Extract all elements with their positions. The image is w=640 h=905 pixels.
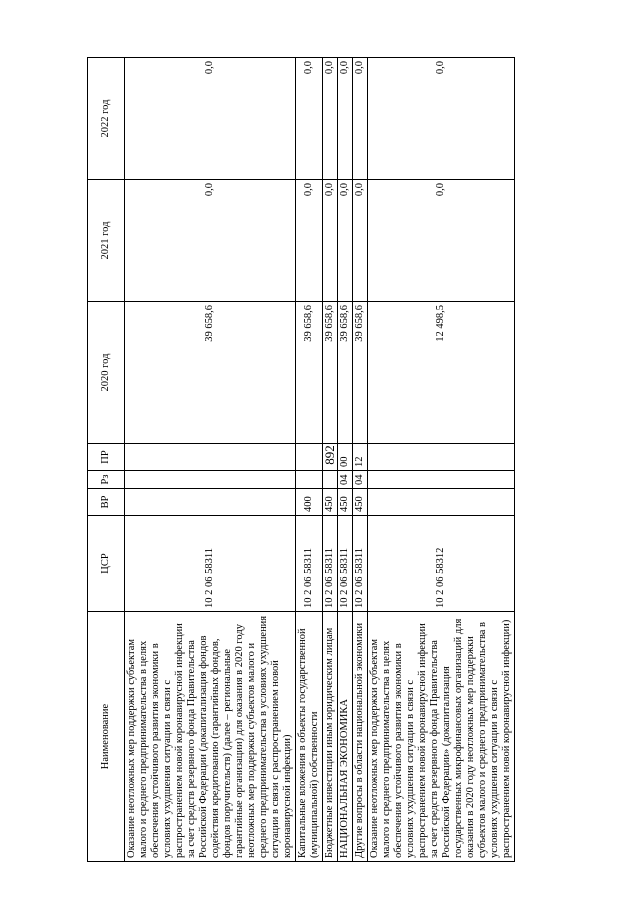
header-rz: Рз <box>88 471 125 489</box>
page-number: 892 <box>322 445 337 465</box>
table-row <box>296 58 323 862</box>
table-row <box>368 58 515 862</box>
row-value-2021: 0,0 <box>353 180 368 302</box>
row-csr: 10 2 06 58311 <box>296 516 323 612</box>
header-vr: ВР <box>88 489 125 516</box>
row-value-2021: 0,0 <box>323 180 338 302</box>
row-name: Другие вопросы в области национальной экономики <box>353 612 368 862</box>
table-header-row <box>88 58 125 862</box>
row-value-2021: 0,0 <box>296 180 323 302</box>
header-year-2021: 2021 год <box>88 180 125 302</box>
row-value-2020: 12 498,5 <box>368 302 515 444</box>
row-vr <box>125 489 296 516</box>
row-vr: 450 <box>323 489 338 516</box>
header-year-2022: 2022 год <box>88 58 125 180</box>
row-value-2022: 0,0 <box>353 58 368 180</box>
table-row <box>338 58 353 862</box>
row-vr: 400 <box>296 489 323 516</box>
row-value-2020: 39 658,6 <box>338 302 353 444</box>
row-value-2022: 0,0 <box>338 58 353 180</box>
row-value-2020: 39 658,6 <box>296 302 323 444</box>
budget-table <box>87 57 515 862</box>
header-pr: ПР <box>88 444 125 471</box>
row-csr: 10 2 06 58311 <box>323 516 338 612</box>
row-csr: 10 2 06 58311 <box>125 516 296 612</box>
row-value-2022: 0,0 <box>323 58 338 180</box>
row-value-2022: 0,0 <box>368 58 515 180</box>
row-name: НАЦИОНАЛЬНАЯ ЭКОНОМИКА <box>338 612 353 862</box>
table-row <box>125 58 296 862</box>
header-year-2020: 2020 год <box>88 302 125 444</box>
row-rz: 04 <box>353 471 368 489</box>
row-pr <box>323 444 338 471</box>
row-rz <box>125 471 296 489</box>
row-value-2020: 39 658,6 <box>323 302 338 444</box>
row-csr: 10 2 06 58311 <box>338 516 353 612</box>
row-value-2022: 0,0 <box>296 58 323 180</box>
row-csr: 10 2 06 58312 <box>368 516 515 612</box>
row-value-2021: 0,0 <box>125 180 296 302</box>
header-name: Наименование <box>88 612 125 862</box>
row-rz <box>368 471 515 489</box>
row-pr: 12 <box>353 444 368 471</box>
row-name: Капитальные вложения в объекты государственной (муниципальной) собственности <box>296 612 323 862</box>
row-vr <box>368 489 515 516</box>
row-rz <box>296 471 323 489</box>
row-value-2020: 39 658,6 <box>125 302 296 444</box>
row-rz <box>323 471 338 489</box>
row-rz: 04 <box>338 471 353 489</box>
row-name: Бюджетные инвестиции иным юридическим лицам <box>323 612 338 862</box>
row-name: Оказание неотложных мер поддержки субъектам малого и среднего предпринимательства в целях обеспечения устойчивого развития экономики в условиях ухудшения ситуации в связи с распространением новой коронавирусной инфекции за счет средств резервного фонда Правительства Российской Федерации» (докапитализация государственных микрофинансовых организаций для оказания в 2020 году неотложных мер поддержки субъектов малого и среднего предпринимательства в условиях ухудшения ситуации в связи с распространением новой коронавирусной инфекции) <box>368 612 515 862</box>
header-csr: ЦСР <box>88 516 125 612</box>
row-value-2021: 0,0 <box>338 180 353 302</box>
row-pr <box>368 444 515 471</box>
table-row <box>323 58 338 862</box>
row-pr <box>296 444 323 471</box>
row-value-2020: 39 658,6 <box>353 302 368 444</box>
rotated-page-content <box>87 58 512 862</box>
row-pr <box>125 444 296 471</box>
row-vr: 450 <box>353 489 368 516</box>
row-pr: 00 <box>338 444 353 471</box>
row-value-2022: 0,0 <box>125 58 296 180</box>
row-vr: 450 <box>338 489 353 516</box>
row-csr: 10 2 06 58311 <box>353 516 368 612</box>
row-name: Оказание неотложных мер поддержки субъектам малого и среднего предпринимательства в целях обеспечения устойчивого развития экономики в условиях ухудшения ситуации в связи с распространением новой коронавирусной инфекции за счет средств резервного фонда Правительства Российской Федерации (докапитализация фондов содействия кредитованию (гарантийных фондов, фондов поручительств) (далее – региональные гарантийные организации) для оказания в 2020 году неотложных мер поддержки субъектов малого и среднего предпринимательства в условиях ухудшения ситуации в связи с распространением новой коронавирусной инфекции) <box>125 612 296 862</box>
budget-table-container <box>87 58 512 862</box>
table-row <box>353 58 368 862</box>
row-value-2021: 0,0 <box>368 180 515 302</box>
